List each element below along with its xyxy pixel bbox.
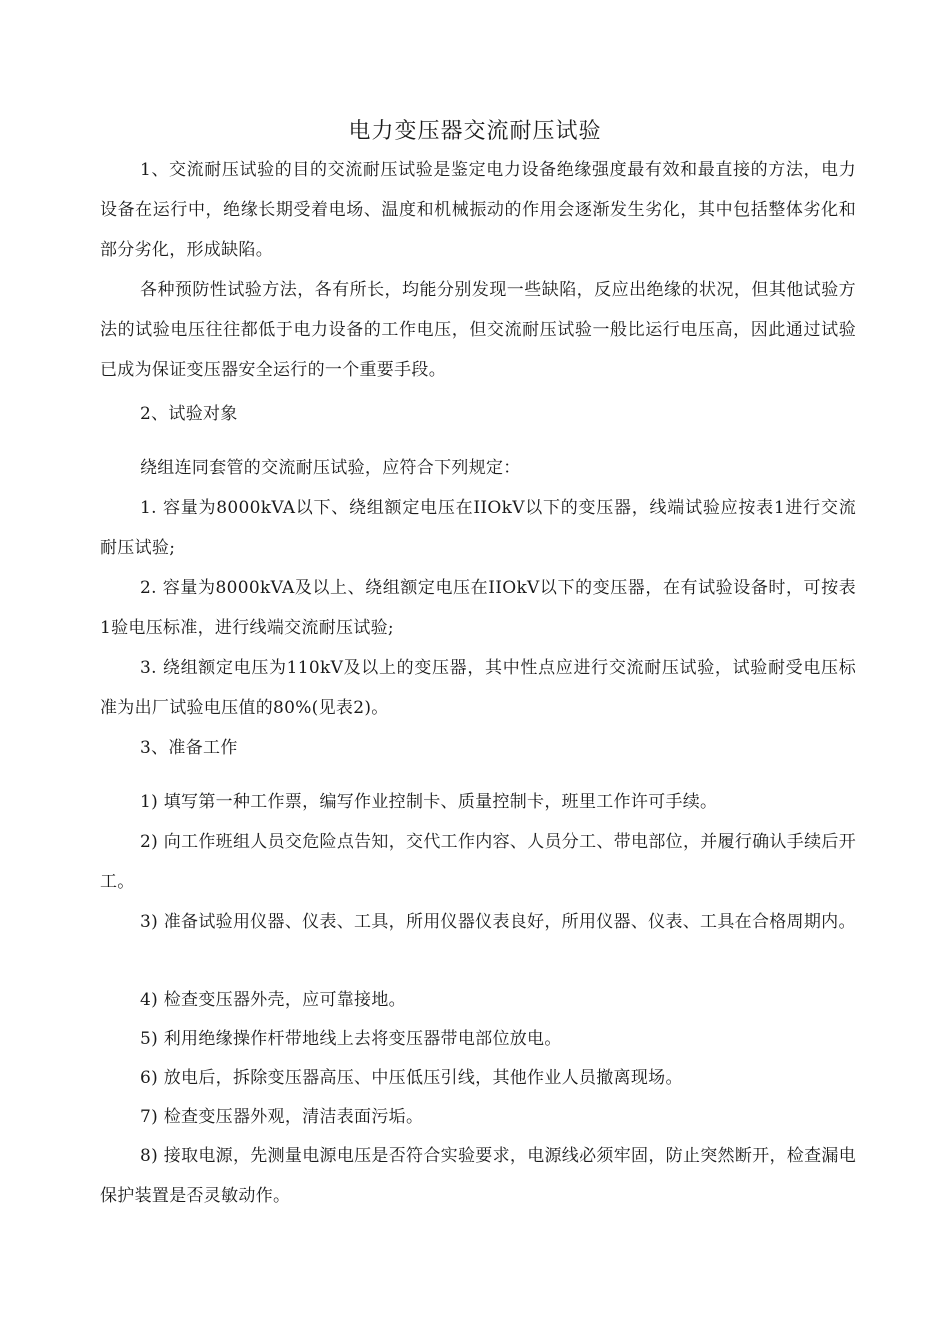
- list-item-prep-5: 5) 利用绝缘操作杆带地线上去将变压器带电部位放电。: [140, 1029, 562, 1049]
- list-item-rule-1: 1. 容量为8000kVA以下、绕组额定电压在IIOkV以下的变压器，线端试验应按表1进行交流耐压试验;: [100, 498, 856, 558]
- list-item-prep-6: 6) 放电后，拆除变压器高压、中压低压引线，其他作业人员撤离现场。: [140, 1068, 683, 1088]
- list-item-prep-2: 2) 向工作班组人员交危险点告知，交代工作内容、人员分工、带电部位，并履行确认手续后开工。: [100, 832, 856, 892]
- list-item-prep-1: 1) 填写第一种工作票，编写作业控制卡、质量控制卡，班里工作许可手续。: [140, 792, 718, 812]
- list-item-prep-7: 7) 检查变压器外观，清洁表面污垢。: [140, 1107, 424, 1127]
- list-item-prep-3: 3) 准备试验用仪器、仪表、工具，所用仪器仪表良好，所用仪器、仪表、工具在合格周期内。: [140, 912, 856, 932]
- document-title: 电力变压器交流耐压试验: [348, 119, 602, 144]
- list-item-prep-8: 8) 接取电源，先测量电源电压是否符合实验要求，电源线必须牢固，防止突然断开，检查漏电保护装置是否灵敏动作。: [100, 1146, 856, 1206]
- section-heading-preparation: 3、准备工作: [140, 738, 238, 758]
- paragraph-methods: 各种预防性试验方法，各有所长，均能分别发现一些缺陷，反应出绝缘的状况，但其他试验方法的试验电压往往都低于电力设备的工作电压，但交流耐压试验一般比运行电压高，因此通过试验已成为保证变压器安全运行的一个重要手段。: [100, 280, 856, 380]
- section-heading-test-object: 2、试验对象: [140, 404, 238, 424]
- paragraph-rules-intro: 绕组连同套管的交流耐压试验，应符合下列规定：: [140, 458, 521, 478]
- list-item-rule-3: 3. 绕组额定电压为110kV及以上的变压器，其中性点应进行交流耐压试验，试验耐受电压标准为出厂试验电压值的80%(见表2)。: [100, 658, 856, 718]
- list-item-rule-2: 2. 容量为8000kVA及以上、绕组额定电压在IIOkV以下的变压器，在有试验设备时，可按表1验电压标准，进行线端交流耐压试验;: [100, 578, 856, 638]
- list-item-prep-4: 4) 检查变压器外壳，应可靠接地。: [140, 990, 406, 1010]
- paragraph-purpose: 1、交流耐压试验的目的交流耐压试验是鉴定电力设备绝缘强度最有效和最直接的方法，电力设备在运行中，绝缘长期受着电场、温度和机械振动的作用会逐渐发生劣化，其中包括整体劣化和部分劣化，形成缺陷。: [100, 160, 856, 260]
